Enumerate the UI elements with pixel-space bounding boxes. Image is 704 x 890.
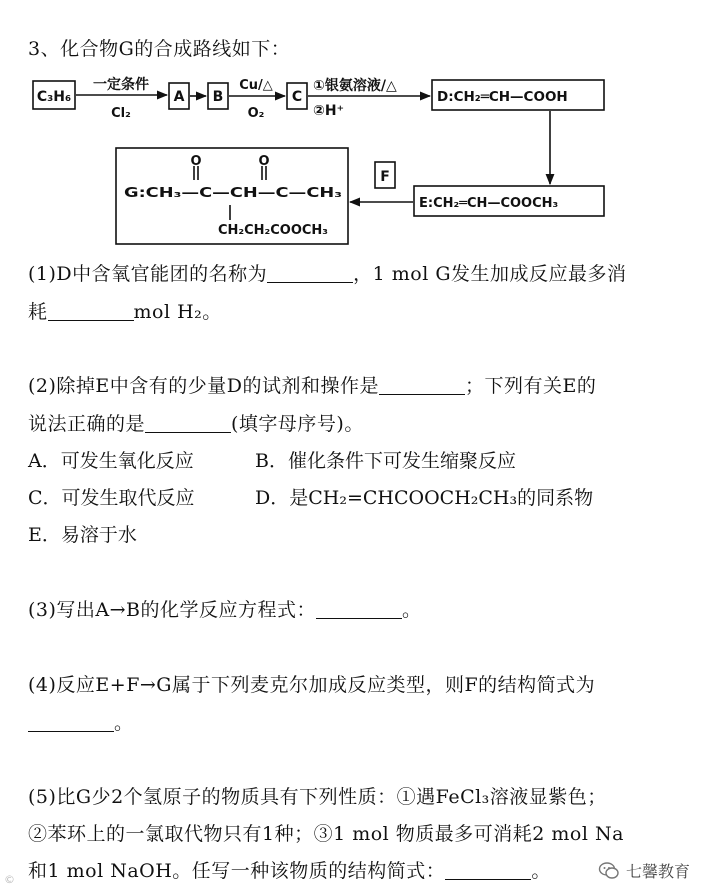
cond3-bottom: ②H⁺ (313, 103, 344, 119)
q4-line2: 。 (28, 711, 134, 735)
cond2-top: Cu/△ (239, 78, 273, 93)
synthesis-scheme (0, 0, 704, 250)
answer-blank-q5[interactable] (445, 861, 531, 880)
watermark-brand (598, 859, 690, 882)
q2-line1: (2)除掉E中含有的少量D的试剂和操作是 ；下列有关E的 (28, 375, 597, 397)
option-d: D．是CH₂=CHCOOCH₂CH₃的同系物 (255, 487, 594, 509)
c3h6-label: C₃H₆ (36, 89, 72, 105)
q5-line3: 和1 mol NaOH。任写一种该物质的结构简式： 。 (28, 860, 551, 882)
c-label: C (291, 89, 303, 105)
b-label: B (212, 89, 224, 105)
option-c: C．可发生取代反应 (28, 487, 195, 509)
q5-line1: (5)比G少2个氢原子的物质具有下列性质：①遇FeCl₃溶液显紫色； (28, 786, 607, 808)
q4-line1: (4)反应E+F→G属于下列麦克尔加成反应类型，则F的结构简式为 (28, 674, 596, 696)
q3-line: (3)写出A→B的化学反应方程式： 。 (28, 599, 422, 621)
option-b: B．催化条件下可发生缩聚反应 (255, 450, 516, 472)
q5-line2: ②苯环上的一氯取代物只有1种；③1 mol 物质最多可消耗2 mol Na (28, 823, 624, 845)
g-oxygen-1: O (190, 154, 202, 169)
brand-text: 七馨教育 (625, 862, 690, 881)
answer-blank-q3[interactable] (316, 600, 402, 619)
f-label: F (380, 169, 390, 185)
g-side-chain: CH₂CH₂COOCH₃ (218, 223, 328, 238)
a-label: A (173, 89, 185, 105)
cond1-top: 一定条件 (93, 77, 149, 93)
cond3-top: ①银氨溶液/△ (313, 78, 397, 94)
answer-blank-q2b[interactable] (145, 414, 231, 433)
option-a: A．可发生氧化反应 (28, 450, 194, 472)
g-main-chain: G:CH₃—C—CH—C—CH₃ (124, 186, 342, 201)
answer-blank-q4[interactable] (28, 713, 114, 732)
watermark-left: © (4, 873, 15, 886)
cond2-bottom: O₂ (247, 106, 265, 121)
answer-blank-q2a[interactable] (379, 376, 465, 395)
option-e: E．易溶于水 (28, 524, 137, 546)
q1-line1: (1)D中含氧官能团的名称为 ，1 mol G发生加成反应最多消 (28, 263, 627, 285)
e-label: E:CH₂═CH—COOCH₃ (419, 196, 559, 211)
wechat-icon (598, 860, 620, 882)
q2-line2: 说法正确的是 (填字母序号)。 (28, 413, 364, 435)
q1-line2: 耗 mol H₂。 (28, 301, 222, 323)
g-oxygen-2: O (258, 154, 270, 169)
cond1-bottom: Cl₂ (111, 106, 131, 121)
answer-blank-q1a[interactable] (267, 264, 353, 283)
d-label: D:CH₂═CH—COOH (437, 89, 568, 105)
question-title: 3、化合物G的合成路线如下： (28, 38, 291, 60)
answer-blank-q1b[interactable] (48, 302, 134, 321)
